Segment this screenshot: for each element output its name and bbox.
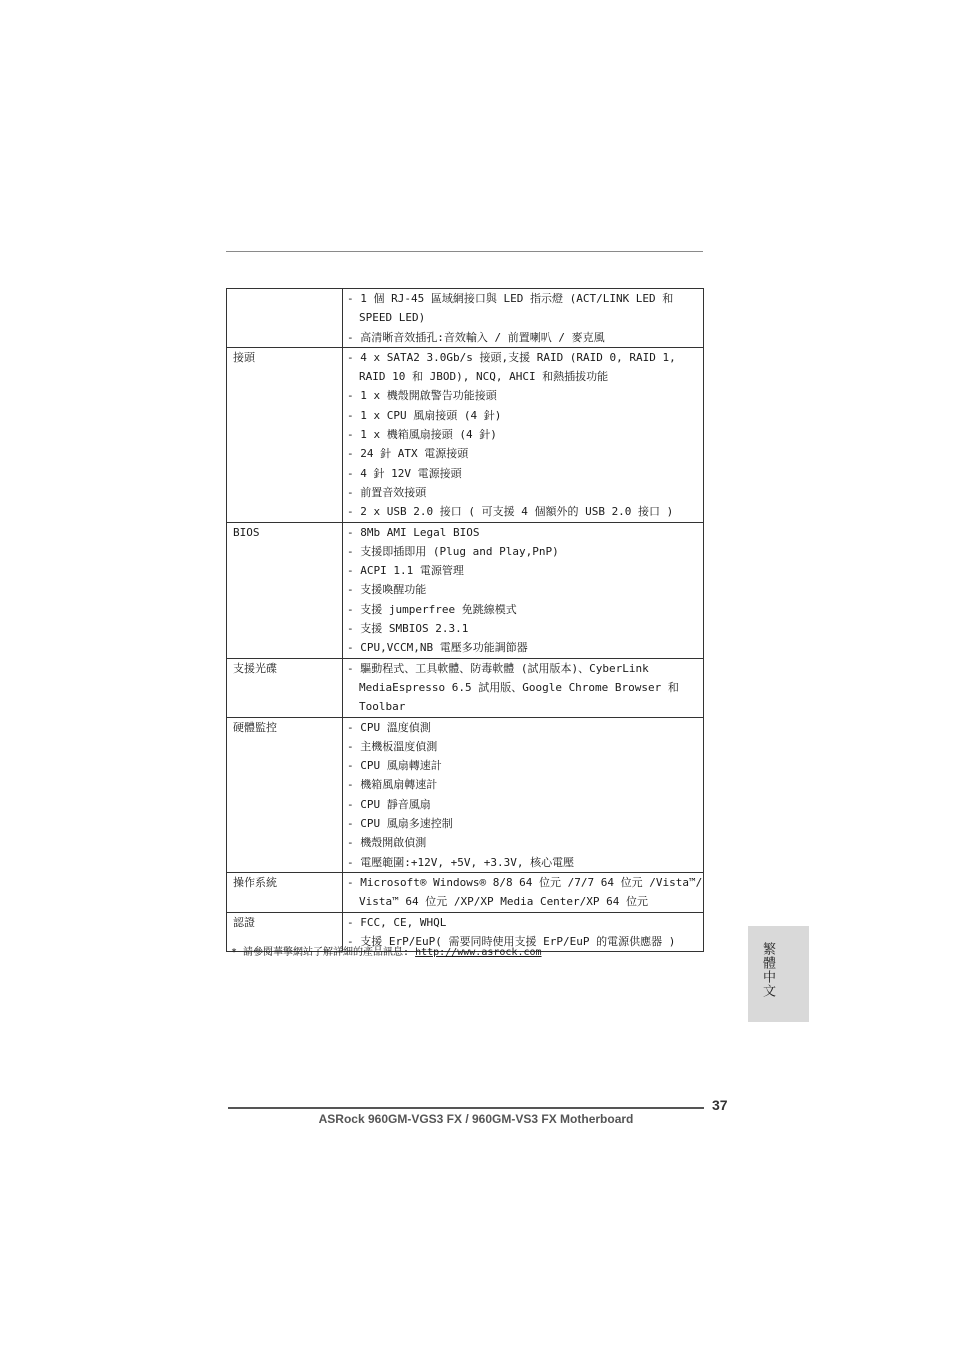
spec-row xyxy=(227,872,704,912)
spec-value xyxy=(343,347,704,522)
spec-line: - 支援喚醒功能 xyxy=(347,583,427,597)
spec-label: 硬體監控 xyxy=(227,717,343,872)
spec-row xyxy=(227,658,704,717)
spec-line: - 機箱風扇轉速計 xyxy=(347,778,438,792)
spec-line: - CPU 靜音風扇 xyxy=(347,797,431,811)
spec-line: - 驅動程式、工具軟體、防毒軟體 (試用版本)、CyberLink xyxy=(347,661,649,675)
spec-line: MediaEspresso 6.5 試用版、Google Chrome Browser 和 xyxy=(359,680,679,694)
spec-line: - 1 x CPU 風扇接頭 (4 針) xyxy=(347,408,502,422)
spec-label: 操作系統 xyxy=(227,872,343,912)
spec-line: - Microsoft® Windows® 8/8 64 位元 /7/7 64 位元 /Vista™/ xyxy=(347,875,703,889)
page-number: 37 xyxy=(712,1097,728,1113)
spec-line: - CPU 風扇轉速計 xyxy=(347,759,442,773)
spec-line: - 1 x 機箱風扇接頭 (4 針) xyxy=(347,428,497,442)
spec-table xyxy=(226,288,704,952)
spec-value xyxy=(343,658,704,717)
spec-line: - 支援即插即用 (Plug and Play,PnP) xyxy=(347,544,559,558)
spec-value xyxy=(343,872,704,912)
spec-value xyxy=(343,717,704,872)
spec-line: RAID 10 和 JBOD), NCQ, AHCI 和熱插拔功能 xyxy=(359,370,609,384)
spec-line: - 1 個 RJ-45 區域網接口與 LED 指示燈 (ACT/LINK LED 和 xyxy=(347,292,674,305)
footer-title: ASRock 960GM-VGS3 FX / 960GM-VS3 FX Motherboard xyxy=(318,1112,634,1126)
spec-label xyxy=(227,289,343,348)
spec-line: - 4 針 12V 電源接頭 xyxy=(347,466,462,480)
spec-label: 接頭 xyxy=(227,347,343,522)
spec-line: - 1 x 機殼開啟警告功能接頭 xyxy=(347,389,497,403)
spec-line: - 支援 ErP/EuP( 需要同時使用支援 ErP/EuP 的電源供應器 ) xyxy=(347,934,676,948)
spec-row xyxy=(227,347,704,522)
top-divider xyxy=(226,251,703,252)
spec-row xyxy=(227,717,704,872)
spec-label: 支援光碟 xyxy=(227,658,343,717)
spec-line: - CPU,VCCM,NB 電壓多功能調節器 xyxy=(347,641,528,655)
spec-line: Toolbar xyxy=(359,700,406,714)
language-tab-label: 繁體中文 xyxy=(760,942,775,998)
asrock-website-link[interactable]: http://www.asrock.com xyxy=(415,947,542,958)
footnote xyxy=(231,943,542,958)
bottom-divider xyxy=(228,1107,704,1109)
spec-value xyxy=(343,522,704,658)
spec-line: - 主機板溫度偵測 xyxy=(347,739,438,753)
spec-line: - FCC, CE, WHQL xyxy=(347,915,447,929)
spec-line: - 8Mb AMI Legal BIOS xyxy=(347,525,480,539)
spec-line: - 電壓範圍:+12V, +5V, +3.3V, 核心電壓 xyxy=(347,855,575,869)
spec-value xyxy=(343,289,704,348)
spec-line: - 2 x USB 2.0 接口 ( 可支援 4 個額外的 USB 2.0 接口 ) xyxy=(347,505,674,519)
spec-line: - 支援 SMBIOS 2.3.1 xyxy=(347,622,469,636)
spec-line: - 機殼開啟偵測 xyxy=(347,836,427,850)
spec-line: - 高清晰音效插孔:音效輸入 / 前置喇叭 / 麥克風 xyxy=(347,330,605,344)
spec-line: - 支援 jumperfree 免跳線模式 xyxy=(347,602,517,616)
spec-row xyxy=(227,522,704,658)
spec-line: SPEED LED) xyxy=(359,311,426,325)
spec-line: - CPU 溫度偵測 xyxy=(347,720,431,734)
spec-line: - ACPI 1.1 電源管理 xyxy=(347,564,464,578)
language-tab xyxy=(748,926,809,1022)
spec-line: - 前置音效接頭 xyxy=(347,485,427,499)
spec-line: - 24 針 ATX 電源接頭 xyxy=(347,447,469,461)
spec-row xyxy=(227,289,704,348)
spec-line: - CPU 風扇多速控制 xyxy=(347,817,453,831)
footnote-text: * 請參閱華擎網站了解詳細的產品訊息: xyxy=(231,947,416,958)
spec-line: Vista™ 64 位元 /XP/XP Media Center/XP 64 位元 xyxy=(359,895,649,909)
spec-label: 認證 xyxy=(227,912,343,952)
spec-label: BIOS xyxy=(227,522,343,658)
spec-line: - 4 x SATA2 3.0Gb/s 接頭,支援 RAID (RAID 0, RAID 1, xyxy=(347,350,676,364)
